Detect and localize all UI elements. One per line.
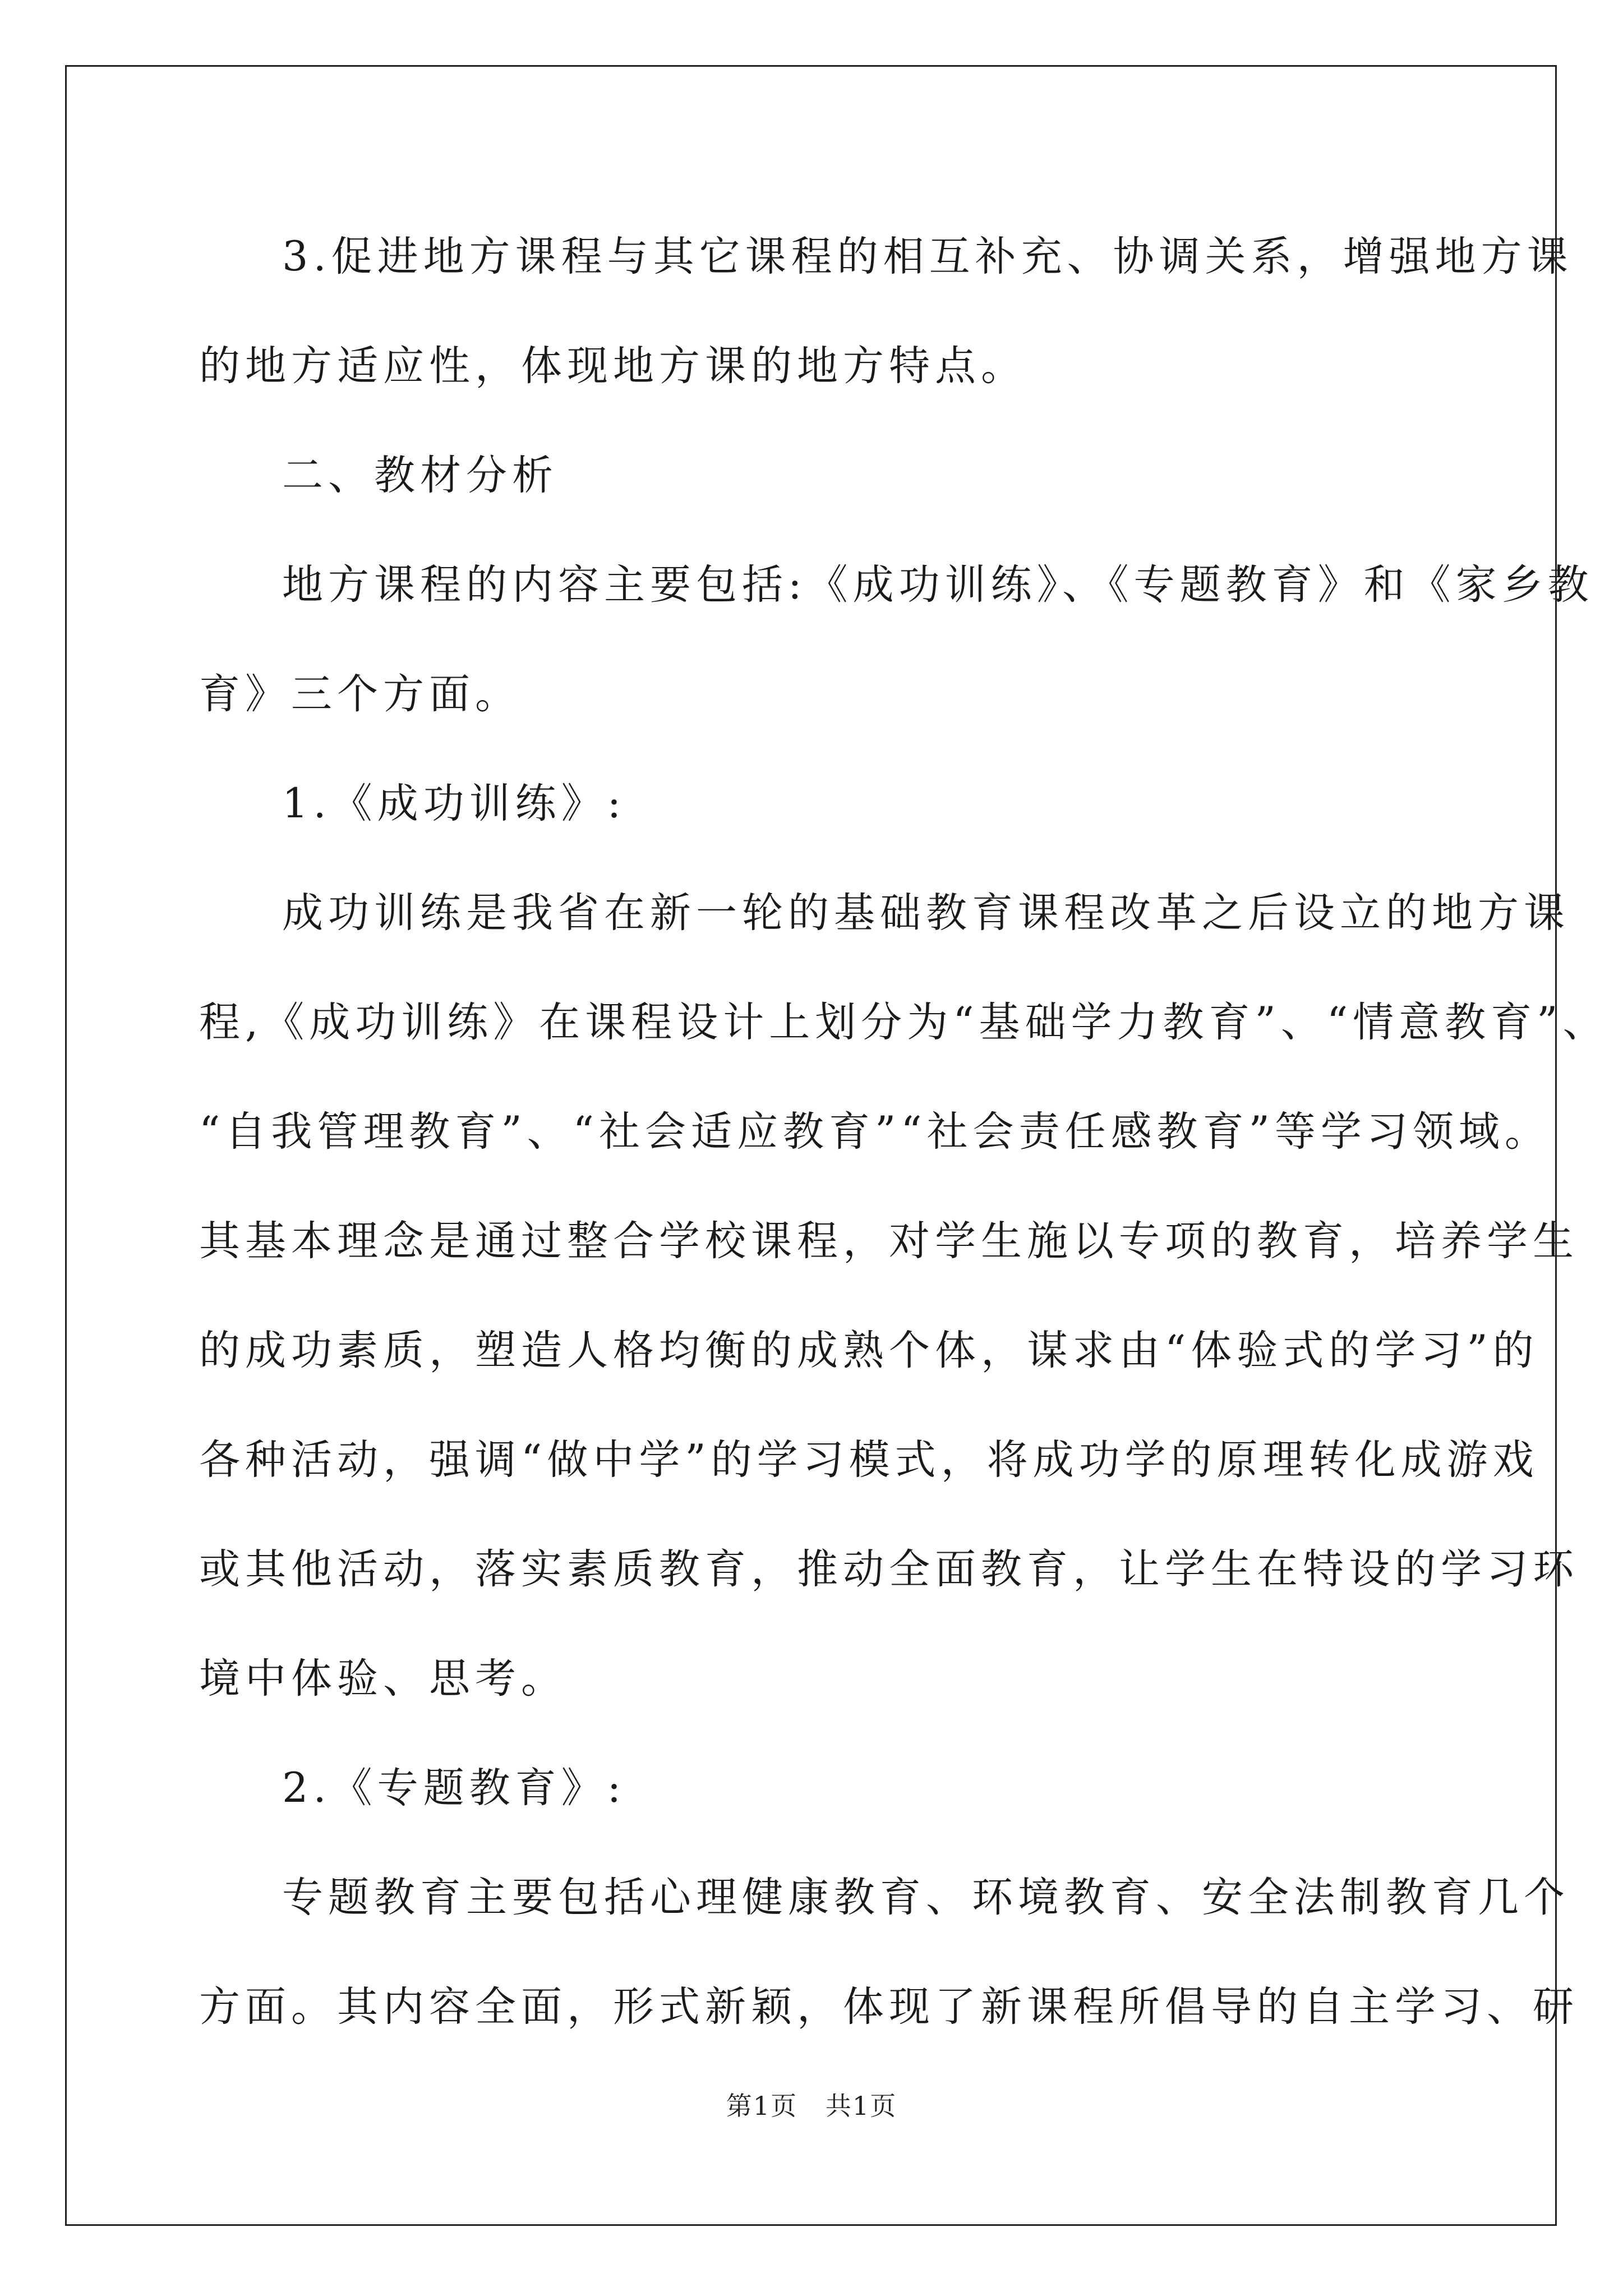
text-line: 方面。其内容全面，形式新颖，体现了新课程所倡导的自主学习、研 <box>199 1983 1579 2031</box>
text-line: 育》三个方面。 <box>199 670 521 718</box>
text-line: 境中体验、思考。 <box>199 1655 567 1703</box>
text-line: 地方课程的内容主要包括:《成功训练》、《专题教育》和《家乡教 <box>282 561 1594 609</box>
text-line: 或其他活动，落实素质教育，推动全面教育，让学生在特设的学习环 <box>199 1545 1579 1593</box>
document-body <box>199 223 1609 2083</box>
text-line: 程,《成功训练》在课程设计上划分为“基础学力教育”、“情意教育”、 <box>199 999 1609 1046</box>
text-line: 各种活动，强调“做中学”的学习模式，将成功学的原理转化成游戏 <box>199 1436 1539 1484</box>
text-line: 其基本理念是通过整合学校课程，对学生施以专项的教育，培养学生 <box>199 1217 1579 1265</box>
subsection-heading: 2.《专题教育》: <box>282 1764 626 1812</box>
text-line: 的地方适应性，体现地方课的地方特点。 <box>199 342 1027 390</box>
text-line: 的成功素质，塑造人格均衡的成熟个体，谋求由“体验式的学习”的 <box>199 1327 1539 1374</box>
text-line: “自我管理教育”、“社会适应教育”“社会责任感教育”等学习领域。 <box>199 1108 1551 1156</box>
page-number-footer: 第1页 共1页 <box>726 2091 897 2121</box>
text-line: 成功训练是我省在新一轮的基础教育课程改革之后设立的地方课 <box>282 889 1570 937</box>
text-line: 专题教育主要包括心理健康教育、环境教育、安全法制教育几个 <box>282 1874 1570 1921</box>
subsection-heading: 1.《成功训练》: <box>282 780 626 827</box>
text-line: 3.促进地方课程与其它课程的相互补充、协调关系，增强地方课 <box>282 233 1573 280</box>
section-heading: 二、教材分析 <box>282 452 558 499</box>
